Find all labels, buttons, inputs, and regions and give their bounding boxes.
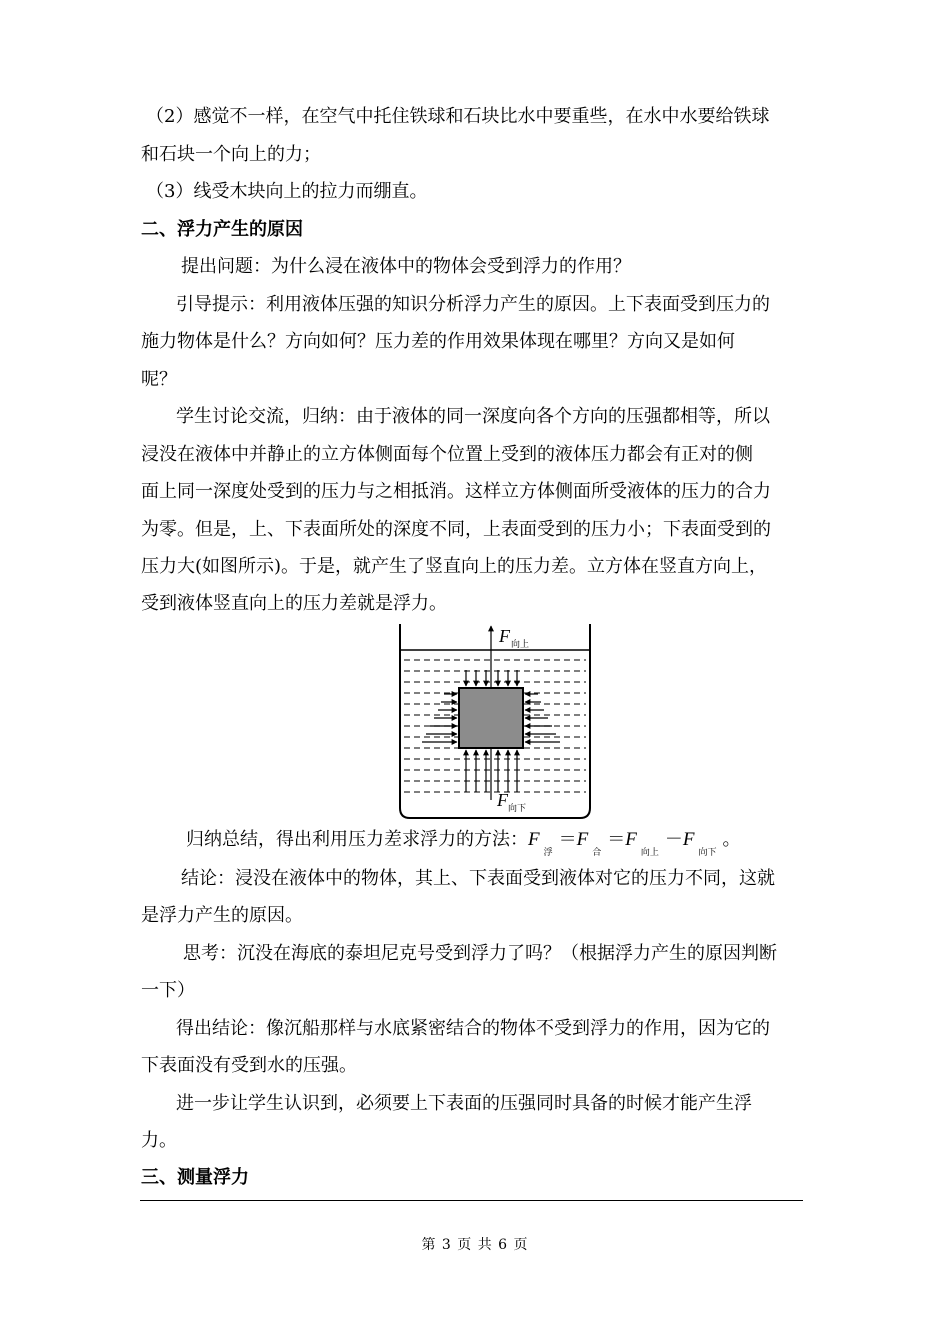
paragraph-line: 得出结论：像沉船那样与水底紧密结合的物体不受到浮力的作用，因为它的 bbox=[176, 1018, 770, 1039]
formula-prefix: 归纳总结，得出利用压力差求浮力的方法： bbox=[186, 829, 528, 850]
paragraph-line: （3）线受木块向上的拉力而绷直。 bbox=[146, 181, 428, 202]
right-pressure-arrows bbox=[525, 694, 560, 742]
paragraph-line: 一下） bbox=[141, 980, 195, 1001]
paragraph-line: 提出问题：为什么浸在液体中的物体会受到浮力的作用？ bbox=[181, 256, 631, 277]
paragraph-line: 浸没在液体中并静止的立方体侧面每个位置上受到的液体压力都会有正对的侧 bbox=[141, 444, 753, 465]
formula-sub-up: 向上 bbox=[640, 848, 659, 858]
paragraph-line: 思考：沉没在海底的泰坦尼克号受到浮力了吗？（根据浮力产生的原因判断 bbox=[183, 943, 777, 964]
formula-minus: － bbox=[664, 829, 683, 850]
paragraph-line: 为零。但是，上、下表面所处的深度不同，上表面受到的压力小；下表面受到的 bbox=[141, 519, 771, 540]
paragraph-line: 力。 bbox=[141, 1130, 177, 1151]
formula-sub-net: 合 bbox=[592, 848, 602, 858]
label-f-down: F bbox=[497, 790, 508, 810]
paragraph-line: （2）感觉不一样，在空气中托住铁球和石块比水中要重些，在水中水要给铁球 bbox=[146, 106, 770, 127]
formula-f: F bbox=[682, 829, 695, 850]
paragraph-line: 施力物体是什么？方向如何？压力差的作用效果体现在哪里？方向又是如何 bbox=[141, 331, 735, 352]
formula-sub-float: 浮 bbox=[543, 848, 553, 858]
paragraph-line: 结论：浸没在液体中的物体，其上、下表面受到液体对它的压力不同，这就 bbox=[181, 868, 775, 889]
section-heading: 二、浮力产生的原因 bbox=[141, 219, 303, 240]
paragraph-line: 进一步让学生认识到，必须要上下表面的压强同时具备的时候才能产生浮 bbox=[176, 1093, 752, 1114]
left-pressure-arrows bbox=[422, 694, 457, 742]
formula-f: F bbox=[528, 829, 540, 850]
submerged-cube bbox=[459, 688, 523, 748]
page-number: 第 3 页 共 6 页 bbox=[421, 1237, 529, 1253]
paragraph-line: 引导提示：利用液体压强的知识分析浮力产生的原因。上下表面受到压力的 bbox=[176, 294, 770, 315]
formula-line bbox=[186, 827, 741, 866]
paragraph-line: 是浮力产生的原因。 bbox=[141, 905, 303, 926]
label-f-up: F bbox=[499, 626, 510, 646]
paragraph-line: 受到液体竖直向上的压力差就是浮力。 bbox=[141, 593, 447, 614]
paragraph-line: 和石块一个向上的力； bbox=[141, 144, 321, 165]
formula-f: F bbox=[576, 829, 589, 850]
formula-eq: ＝ bbox=[558, 829, 577, 850]
paragraph-line: 压力大(如图所示)。于是，就产生了竖直向上的压力差。立方体在竖直方向上， bbox=[141, 556, 768, 577]
formula-f: F bbox=[625, 829, 637, 850]
section-heading: 三、测量浮力 bbox=[141, 1167, 249, 1188]
buoyancy-diagram bbox=[398, 622, 592, 820]
formula-suffix: 。 bbox=[722, 829, 741, 850]
label-f-down-sub: 向下 bbox=[508, 804, 527, 814]
paragraph-line: 学生讨论交流，归纳：由于液体的同一深度向各个方向的压强都相等，所以 bbox=[176, 406, 770, 427]
paragraph-line: 面上同一深度处受到的压力与之相抵消。这样立方体侧面所受液体的压力的合力 bbox=[141, 481, 771, 502]
paragraph-line: 呢？ bbox=[141, 369, 177, 390]
footer-divider bbox=[140, 1200, 803, 1201]
label-f-up-sub: 向上 bbox=[511, 640, 530, 650]
formula-sub-down: 向下 bbox=[698, 848, 717, 858]
formula-eq: ＝ bbox=[607, 829, 626, 850]
paragraph-line: 下表面没有受到水的压强。 bbox=[141, 1055, 357, 1076]
